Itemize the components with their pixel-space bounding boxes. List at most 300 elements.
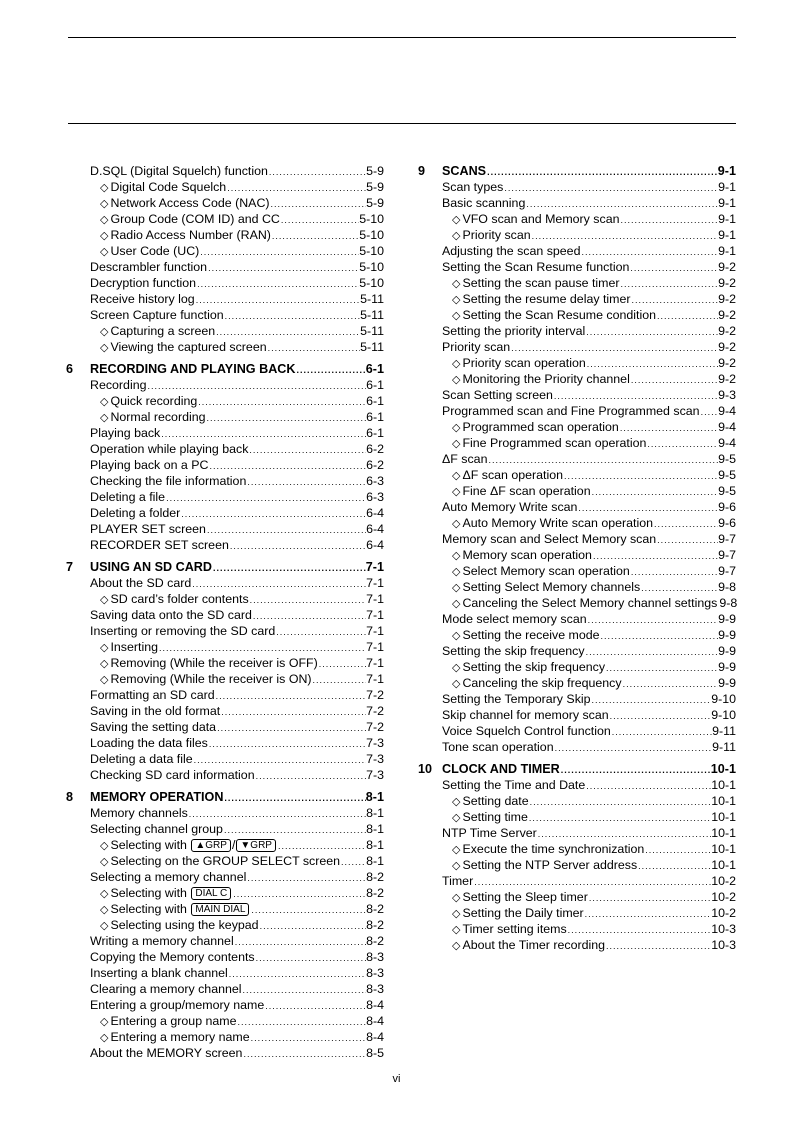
- toc-section-entry[interactable]: [66, 703, 384, 719]
- dot-leader: [249, 592, 366, 608]
- diamond-bullet-icon: ◇: [452, 278, 461, 290]
- toc-entry-title: [100, 227, 271, 244]
- toc-page-number: 9-5: [718, 452, 736, 466]
- toc-entry-title: [100, 1013, 237, 1030]
- toc-page-number: 9-4: [718, 436, 736, 450]
- toc-entry-text: Playing back on a PC: [90, 458, 209, 472]
- toc-entry-text: Receive history log: [90, 292, 195, 306]
- toc-section-entry[interactable]: [66, 537, 384, 553]
- toc-subsection-entry[interactable]: [418, 227, 736, 243]
- toc-subsection-entry[interactable]: [66, 409, 384, 425]
- toc-page-number: 9-1: [717, 164, 736, 178]
- toc-entry-text: VFO scan and Memory scan: [462, 212, 620, 226]
- toc-subsection-entry[interactable]: [418, 419, 736, 435]
- toc-section-entry[interactable]: [66, 1045, 384, 1061]
- toc-subsection-entry[interactable]: [66, 917, 384, 933]
- toc-page-number: 7-1: [366, 592, 384, 606]
- toc-entry-title: [90, 259, 207, 275]
- toc-section-entry[interactable]: [418, 339, 736, 355]
- toc-section-entry[interactable]: [418, 707, 736, 723]
- toc-entry-title: [452, 419, 619, 436]
- toc-section-entry[interactable]: [418, 611, 736, 627]
- toc-section-entry[interactable]: [66, 821, 384, 837]
- toc-section-entry[interactable]: [418, 691, 736, 707]
- toc-entry-title: [90, 981, 242, 997]
- toc-entry-text: USING AN SD CARD: [90, 560, 212, 574]
- toc-subsection-entry[interactable]: [66, 243, 384, 259]
- diamond-bullet-icon: ◇: [452, 310, 461, 322]
- dot-leader: [223, 822, 366, 838]
- toc-page-number: 7-1: [366, 608, 384, 622]
- toc-section-entry[interactable]: [418, 195, 736, 211]
- toc-page-number: 9-10: [711, 708, 736, 722]
- diamond-bullet-icon: ◇: [452, 422, 461, 434]
- toc-section-entry[interactable]: [418, 825, 736, 841]
- toc-page-number: 7-1: [366, 576, 384, 590]
- toc-subsection-entry[interactable]: [418, 275, 736, 291]
- toc-entry-title: [90, 575, 191, 591]
- dot-leader: [312, 672, 367, 688]
- diamond-bullet-icon: ◇: [452, 470, 461, 482]
- toc-page-number: 9-9: [718, 612, 736, 626]
- toc-entry-text: Screen Capture function: [90, 308, 224, 322]
- toc-page-number: 7-2: [366, 704, 384, 718]
- dot-leader: [340, 854, 366, 870]
- toc-section-entry[interactable]: [66, 751, 384, 767]
- toc-page-number: 5-11: [360, 324, 384, 338]
- dot-leader: [631, 292, 719, 308]
- toc-page-number: 9-8: [718, 580, 736, 594]
- toc-page-number: 9-11: [712, 740, 736, 754]
- toc-entry-text: Scan types: [442, 180, 504, 194]
- toc-section-entry[interactable]: [66, 291, 384, 307]
- toc-section-entry[interactable]: [66, 607, 384, 623]
- toc-entry-text: Setting the scan pause timer: [462, 276, 620, 290]
- dot-leader: [560, 762, 711, 778]
- dot-leader: [224, 308, 360, 324]
- key-label: ▲GRP: [191, 839, 231, 852]
- toc-page-number: 9-2: [718, 260, 736, 274]
- toc-subsection-entry[interactable]: [418, 809, 736, 825]
- diamond-bullet-icon: ◇: [100, 214, 109, 226]
- toc-page-number: 5-11: [360, 292, 384, 306]
- toc-section-entry[interactable]: [418, 723, 736, 739]
- toc-entry-text: Programmed scan and Fine Programmed scan: [442, 404, 700, 418]
- dot-leader: [268, 164, 366, 180]
- toc-entry-title: [452, 435, 646, 452]
- toc-subsection-entry[interactable]: [418, 563, 736, 579]
- dot-leader: [160, 426, 366, 442]
- toc-entry-text: Viewing the captured screen: [110, 340, 267, 354]
- toc-chapter-entry[interactable]: [66, 361, 384, 377]
- toc-page-number: 7-1: [365, 560, 384, 574]
- dot-leader: [622, 676, 719, 692]
- toc-section-entry[interactable]: [66, 307, 384, 323]
- toc-page-number: 9-2: [718, 292, 736, 306]
- diamond-bullet-icon: ◇: [100, 904, 109, 916]
- toc-subsection-entry[interactable]: [66, 179, 384, 195]
- toc-subsection-entry[interactable]: [418, 889, 736, 905]
- toc-subsection-entry[interactable]: [66, 655, 384, 671]
- toc-page-number: 8-1: [366, 822, 384, 836]
- toc-entry-title: [452, 483, 591, 500]
- toc-page-number: 5-9: [366, 196, 384, 210]
- toc-entry-title: [442, 451, 487, 467]
- toc-entry-title: [452, 921, 567, 938]
- dot-leader: [584, 906, 712, 922]
- key-label: DIAL C: [191, 887, 231, 900]
- toc-chapter-entry[interactable]: [418, 163, 736, 179]
- toc-entry-text: Digital Code Squelch: [110, 180, 227, 194]
- toc-section-entry[interactable]: [418, 499, 736, 515]
- toc-subsection-entry[interactable]: [418, 793, 736, 809]
- dot-leader: [255, 950, 366, 966]
- toc-section-entry[interactable]: [66, 377, 384, 393]
- toc-subsection-entry[interactable]: [418, 675, 736, 691]
- toc-entry-title: [452, 227, 531, 244]
- toc-entry-text: Inserting a blank channel: [90, 966, 228, 980]
- toc-subsection-entry[interactable]: [418, 547, 736, 563]
- toc-subsection-entry[interactable]: [418, 841, 736, 857]
- toc-entry-text: Setting the Daily timer: [462, 906, 584, 920]
- diamond-bullet-icon: ◇: [452, 630, 461, 642]
- toc-section-entry[interactable]: [66, 805, 384, 821]
- toc-subsection-entry[interactable]: [418, 905, 736, 921]
- toc-subsection-entry[interactable]: [66, 591, 384, 607]
- toc-subsection-entry[interactable]: [66, 639, 384, 655]
- toc-page-number: 10-2: [711, 906, 736, 920]
- toc-section-entry[interactable]: [66, 735, 384, 751]
- toc-entry-title: [90, 805, 188, 821]
- toc-section-entry[interactable]: [66, 687, 384, 703]
- toc-page-number: 7-1: [366, 624, 384, 638]
- toc-subsection-entry[interactable]: [66, 339, 384, 355]
- dot-leader: [242, 1046, 366, 1062]
- toc-entry-text: Selecting using the keypad: [110, 918, 259, 932]
- toc-subsection-entry[interactable]: [66, 1029, 384, 1045]
- dot-leader: [591, 484, 718, 500]
- toc-entry-title: [442, 611, 587, 627]
- toc-section-entry[interactable]: [66, 965, 384, 981]
- toc-entry-title: [442, 873, 473, 889]
- toc-entry-title: [100, 409, 206, 426]
- toc-subsection-entry[interactable]: [66, 837, 384, 853]
- dot-leader: [567, 922, 712, 938]
- dot-leader: [246, 870, 366, 886]
- toc-entry-text: Inserting: [110, 640, 158, 654]
- toc-entry-title: [452, 467, 563, 484]
- toc-entry-text: Auto Memory Write scan operation: [462, 516, 653, 530]
- toc-entry-text: Priority scan operation: [462, 356, 586, 370]
- diamond-bullet-icon: ◇: [100, 182, 109, 194]
- toc-section-entry[interactable]: [418, 451, 736, 467]
- toc-page-number: 10-2: [711, 890, 736, 904]
- toc-page-number: 9-9: [718, 628, 736, 642]
- toc-entry-title: [90, 767, 255, 783]
- diamond-bullet-icon: ◇: [452, 940, 461, 952]
- toc-entry-title: [100, 901, 250, 918]
- dot-leader: [585, 324, 718, 340]
- toc-entry-text: Group Code (COM ID) and CC: [110, 212, 280, 226]
- toc-entry-title: [90, 821, 223, 837]
- toc-subsection-entry[interactable]: [66, 901, 384, 917]
- dot-leader: [611, 724, 712, 740]
- dot-leader: [270, 196, 367, 212]
- toc-page-number: 9-2: [718, 308, 736, 322]
- toc-entry-title: [90, 719, 216, 735]
- toc-section-entry[interactable]: [418, 531, 736, 547]
- toc-entry-title: [452, 905, 584, 922]
- toc-section-entry[interactable]: [418, 259, 736, 275]
- toc-page-number: 9-3: [718, 388, 736, 402]
- toc-entry-text: Priority scan: [462, 228, 531, 242]
- toc-section-entry[interactable]: [66, 575, 384, 591]
- toc-subsection-entry[interactable]: [418, 371, 736, 387]
- toc-entry-text: Canceling the Select Memory channel settings: [462, 596, 718, 610]
- toc-section-entry[interactable]: [66, 767, 384, 783]
- toc-entry-text: Fine ΔF scan operation: [462, 484, 591, 498]
- toc-entry-title: [442, 499, 577, 515]
- dot-leader: [473, 874, 711, 890]
- toc-subsection-entry[interactable]: [418, 211, 736, 227]
- toc-subsection-entry[interactable]: [418, 937, 736, 953]
- toc-subsection-entry[interactable]: [66, 393, 384, 409]
- toc-section-entry[interactable]: [66, 441, 384, 457]
- toc-section-entry[interactable]: [418, 403, 736, 419]
- dot-leader: [630, 564, 718, 580]
- toc-section-entry[interactable]: [66, 623, 384, 639]
- toc-section-entry[interactable]: [66, 521, 384, 537]
- toc-left-column: [66, 163, 384, 1061]
- toc-subsection-entry[interactable]: [66, 211, 384, 227]
- dot-leader: [609, 708, 712, 724]
- toc-section-entry[interactable]: [66, 505, 384, 521]
- toc-entry-title: [452, 211, 619, 228]
- dot-leader: [486, 164, 718, 180]
- toc-entry-title: [442, 243, 580, 259]
- chapter-number: 10: [418, 762, 433, 776]
- dot-leader: [563, 468, 718, 484]
- toc-section-entry[interactable]: [66, 719, 384, 735]
- diamond-bullet-icon: ◇: [452, 908, 461, 920]
- toc-subsection-entry[interactable]: [418, 579, 736, 595]
- toc-section-entry[interactable]: [66, 163, 384, 179]
- toc-entry-text: Checking the file information: [90, 474, 247, 488]
- toc-entry-title: [442, 707, 609, 723]
- toc-entry-title: [90, 933, 234, 949]
- diamond-bullet-icon: ◇: [100, 594, 109, 606]
- toc-subsection-entry[interactable]: [66, 227, 384, 243]
- toc-subsection-entry[interactable]: [66, 671, 384, 687]
- toc-subsection-entry[interactable]: [418, 291, 736, 307]
- toc-entry-title: [452, 627, 600, 644]
- diamond-bullet-icon: ◇: [100, 412, 109, 424]
- toc-page-number: 6-1: [366, 378, 384, 392]
- toc-section-entry[interactable]: [66, 869, 384, 885]
- toc-page-number: 9-2: [718, 340, 736, 354]
- toc-subsection-entry[interactable]: [418, 467, 736, 483]
- toc-page-number: 7-1: [366, 672, 384, 686]
- toc-entry-title: [442, 339, 510, 355]
- toc-section-entry[interactable]: [66, 949, 384, 965]
- toc-entry-title: [452, 659, 605, 676]
- toc-entry-title: [100, 671, 312, 688]
- toc-section-entry[interactable]: [66, 981, 384, 997]
- toc-section-entry[interactable]: [418, 873, 736, 889]
- toc-page-number: 5-9: [366, 164, 384, 178]
- diamond-bullet-icon: ◇: [452, 518, 461, 530]
- diamond-bullet-icon: ◇: [452, 662, 461, 674]
- toc-entry-text: D.SQL (Digital Squelch) function: [90, 164, 268, 178]
- dot-leader: [588, 890, 711, 906]
- diamond-bullet-icon: ◇: [100, 246, 109, 258]
- toc-entry-text: Decryption function: [90, 276, 197, 290]
- toc-page-number: 7-1: [366, 656, 384, 670]
- toc-entry-title: [452, 579, 640, 596]
- toc-subsection-entry[interactable]: [66, 885, 384, 901]
- toc-entry-text: Quick recording: [110, 394, 198, 408]
- dot-leader: [246, 474, 366, 490]
- toc-subsection-entry[interactable]: [418, 627, 736, 643]
- toc-section-entry[interactable]: [418, 387, 736, 403]
- diamond-bullet-icon: ◇: [452, 860, 461, 872]
- diamond-bullet-icon: ◇: [452, 486, 461, 498]
- toc-section-entry[interactable]: [418, 777, 736, 793]
- toc-entry-text: Setting the NTP Server address: [462, 858, 638, 872]
- toc-entry-title: [442, 179, 503, 195]
- dot-leader: [188, 806, 366, 822]
- toc-entry-title: [90, 361, 295, 377]
- toc-section-entry[interactable]: [418, 643, 736, 659]
- diamond-bullet-icon: ◇: [452, 598, 461, 610]
- toc-section-entry[interactable]: [66, 473, 384, 489]
- toc-subsection-entry[interactable]: [66, 853, 384, 869]
- toc-entry-text: Setting time: [462, 810, 528, 824]
- toc-entry-text: Auto Memory Write scan: [442, 500, 578, 514]
- toc-section-entry[interactable]: [418, 179, 736, 195]
- dot-leader: [223, 790, 365, 806]
- dot-leader: [503, 180, 718, 196]
- toc-section-entry[interactable]: [66, 425, 384, 441]
- dot-leader: [242, 982, 367, 998]
- toc-section-entry[interactable]: [66, 457, 384, 473]
- toc-page-number: 5-10: [359, 260, 384, 274]
- toc-entry-text: ΔF scan: [442, 452, 488, 466]
- toc-entry-title: [90, 687, 215, 703]
- dot-leader: [158, 640, 366, 656]
- toc-page-number: 10-2: [711, 874, 736, 888]
- toc-page-number: 9-9: [718, 676, 736, 690]
- toc-page-number: 10-1: [711, 858, 736, 872]
- toc-entry-text: ΔF scan operation: [462, 468, 564, 482]
- toc-section-entry[interactable]: [66, 933, 384, 949]
- toc-entry-title: [90, 521, 206, 537]
- toc-subsection-entry[interactable]: [66, 195, 384, 211]
- diamond-bullet-icon: ◇: [452, 438, 461, 450]
- dot-leader: [640, 580, 718, 596]
- toc-entry-text: Basic scanning: [442, 196, 526, 210]
- toc-entry-text: Capturing a screen: [110, 324, 216, 338]
- toc-subsection-entry[interactable]: [418, 595, 736, 611]
- toc-entry-text: Setting date: [462, 794, 529, 808]
- dot-leader: [234, 934, 366, 950]
- toc-section-entry[interactable]: [66, 997, 384, 1013]
- diamond-bullet-icon: ◇: [452, 796, 461, 808]
- toc-page-number: 6-2: [366, 458, 384, 472]
- toc-entry-title: [442, 777, 585, 793]
- toc-chapter-entry[interactable]: [418, 761, 736, 777]
- dot-leader: [619, 212, 718, 228]
- toc-entry-text: Timer: [442, 874, 474, 888]
- toc-section-entry[interactable]: [418, 323, 736, 339]
- toc-entry-title: [100, 339, 267, 356]
- dot-leader: [553, 388, 718, 404]
- toc-subsection-entry[interactable]: [418, 435, 736, 451]
- toc-subsection-entry[interactable]: [418, 307, 736, 323]
- toc-page-number: 10-1: [711, 810, 736, 824]
- toc-entry-title: [452, 793, 529, 810]
- toc-page-number: 9-5: [718, 484, 736, 498]
- toc-entry-title: [90, 997, 264, 1013]
- toc-page-number: 8-4: [366, 998, 384, 1012]
- dot-leader: [646, 436, 718, 452]
- toc-page-number: 6-1: [366, 394, 384, 408]
- toc-entry-title: [442, 403, 700, 419]
- toc-entry-text: Setting the Temporary Skip: [442, 692, 591, 706]
- toc-entry-text: Checking SD card information: [90, 768, 255, 782]
- toc-subsection-entry[interactable]: [418, 921, 736, 937]
- toc-entry-text: Select Memory scan operation: [462, 564, 630, 578]
- toc-entry-text: SCANS: [442, 164, 487, 178]
- dot-leader: [656, 532, 718, 548]
- toc-page-number: 8-5: [366, 1046, 384, 1060]
- toc-subsection-entry[interactable]: [418, 857, 736, 873]
- toc-entry-title: [90, 1045, 242, 1061]
- toc-entry-title: [90, 457, 208, 473]
- toc-subsection-entry[interactable]: [418, 515, 736, 531]
- dot-leader: [585, 644, 719, 660]
- toc-page-number: 6-4: [366, 506, 384, 520]
- toc-subsection-entry[interactable]: [418, 355, 736, 371]
- toc-entry-title: [90, 735, 208, 751]
- toc-chapter-entry[interactable]: [66, 789, 384, 805]
- toc-entry-text: Saving the setting data: [90, 720, 217, 734]
- diamond-bullet-icon: ◇: [452, 358, 461, 370]
- toc-subsection-entry[interactable]: [66, 1013, 384, 1029]
- dot-leader: [318, 656, 366, 672]
- dot-leader: [146, 378, 366, 394]
- diamond-bullet-icon: ◇: [452, 678, 461, 690]
- toc-section-entry[interactable]: [418, 739, 736, 755]
- diamond-bullet-icon: ◇: [452, 566, 461, 578]
- toc-section-entry[interactable]: [418, 243, 736, 259]
- toc-section-entry[interactable]: [66, 259, 384, 275]
- toc-section-entry[interactable]: [66, 489, 384, 505]
- toc-chapter-entry[interactable]: [66, 559, 384, 575]
- toc-subsection-entry[interactable]: [418, 659, 736, 675]
- toc-entry-text: Normal recording: [110, 410, 206, 424]
- toc-entry-text: Voice Squelch Control function: [442, 724, 611, 738]
- toc-section-entry[interactable]: [66, 275, 384, 291]
- toc-entry-title: [452, 515, 653, 532]
- toc-entry-title: [452, 547, 592, 564]
- toc-page-number: 5-11: [360, 340, 384, 354]
- toc-subsection-entry[interactable]: [66, 323, 384, 339]
- toc-subsection-entry[interactable]: [418, 483, 736, 499]
- dot-leader: [577, 500, 718, 516]
- toc-entry-text: Selecting with: [110, 886, 187, 900]
- toc-entry-title: [90, 377, 146, 393]
